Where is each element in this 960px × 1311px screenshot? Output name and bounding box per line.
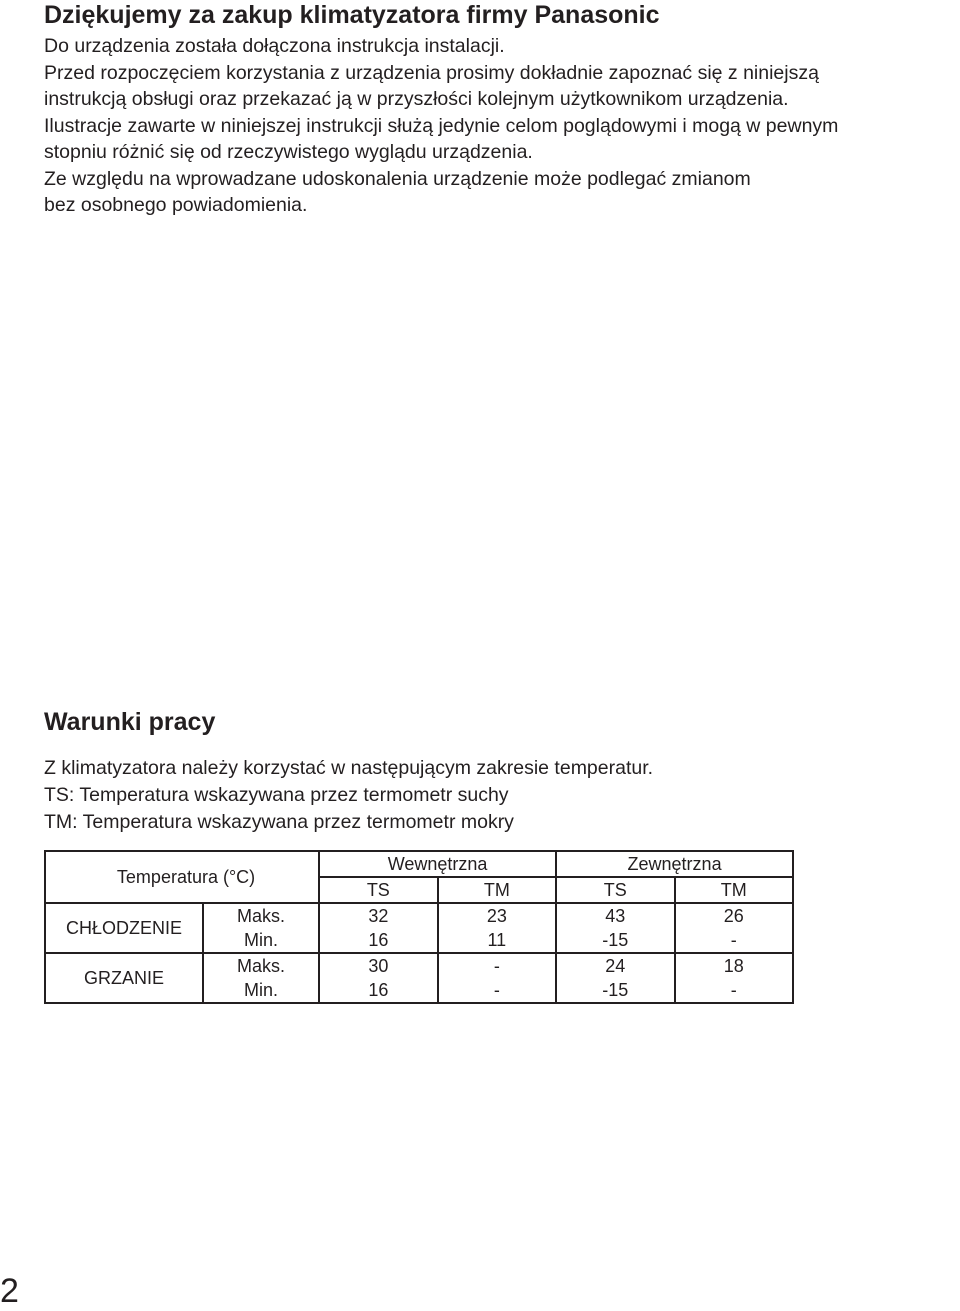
temperature-header: Temperatura (°C)	[45, 851, 319, 903]
table-cell: -15	[556, 978, 674, 1003]
table-cell: 23	[438, 903, 557, 928]
table-row	[45, 953, 793, 978]
range-label: Min.	[203, 978, 319, 1003]
intro-line: Przed rozpoczęciem korzystania z urządzenia prosimy dokładnie zapoznać się z niniejszą	[44, 61, 819, 84]
table-cell: -	[438, 953, 557, 978]
table-cell: -15	[556, 928, 674, 953]
table-cell: -	[438, 978, 557, 1003]
table-cell: 16	[319, 978, 437, 1003]
range-label: Maks.	[203, 903, 319, 928]
temperature-table	[44, 850, 794, 1004]
intro-paragraph	[44, 33, 954, 219]
page-title: Dziękujemy za zakup klimatyzatora firmy Panasonic	[44, 1, 660, 29]
conditions-line: TM: Temperatura wskazywana przez termometr mokry	[44, 811, 514, 833]
page-number: 2	[0, 1272, 19, 1310]
intro-line: bez osobnego powiadomienia.	[44, 194, 308, 216]
range-label: Min.	[203, 928, 319, 953]
table-cell: 16	[319, 928, 437, 953]
indoor-header: Wewnętrzna	[319, 851, 556, 877]
subheader-ts-indoor: TS	[319, 877, 437, 903]
subheader-ts-outdoor: TS	[556, 877, 674, 903]
subheader-tm-outdoor: TM	[675, 877, 793, 903]
intro-line: instrukcją obsługi oraz przekazać ją w przyszłości kolejnym użytkownikom urządzenia.	[44, 88, 789, 110]
table-cell: 43	[556, 903, 674, 928]
table-row	[45, 903, 793, 928]
outdoor-header: Zewnętrzna	[627, 854, 722, 874]
mode-cooling: CHŁODZENIE	[45, 903, 203, 953]
table-cell: 11	[438, 928, 557, 953]
section-title: Warunki pracy	[44, 708, 216, 736]
table-cell: 24	[556, 953, 674, 978]
table-header-row	[45, 851, 793, 877]
table-cell: 32	[319, 903, 437, 928]
intro-line: stopniu różnić się od rzeczywistego wyglądu urządzenia.	[44, 141, 533, 163]
conditions-line: TS: Temperatura wskazywana przez termometr suchy	[44, 784, 509, 806]
table-cell: -	[730, 930, 737, 950]
mode-heating: GRZANIE	[45, 953, 203, 1003]
conditions-line: Z klimatyzatora należy korzystać w następującym zakresie temperatur.	[44, 757, 654, 779]
range-label: Maks.	[203, 953, 319, 978]
conditions-text	[44, 755, 653, 836]
intro-line: Ze względu na wprowadzane udoskonalenia urządzenie może podlegać zmianom	[44, 167, 751, 190]
table-cell: 26	[723, 906, 744, 926]
table-cell: -	[730, 980, 737, 1000]
intro-line: Do urządzenia została dołączona instrukcja instalacji.	[44, 35, 505, 57]
table-cell: 30	[319, 953, 437, 978]
subheader-tm-indoor: TM	[438, 877, 557, 903]
table-cell: 18	[723, 956, 744, 976]
intro-line: Ilustracje zawarte w niniejszej instrukcji służą jedynie celom poglądowymi i mogą w pewnym	[44, 114, 839, 137]
